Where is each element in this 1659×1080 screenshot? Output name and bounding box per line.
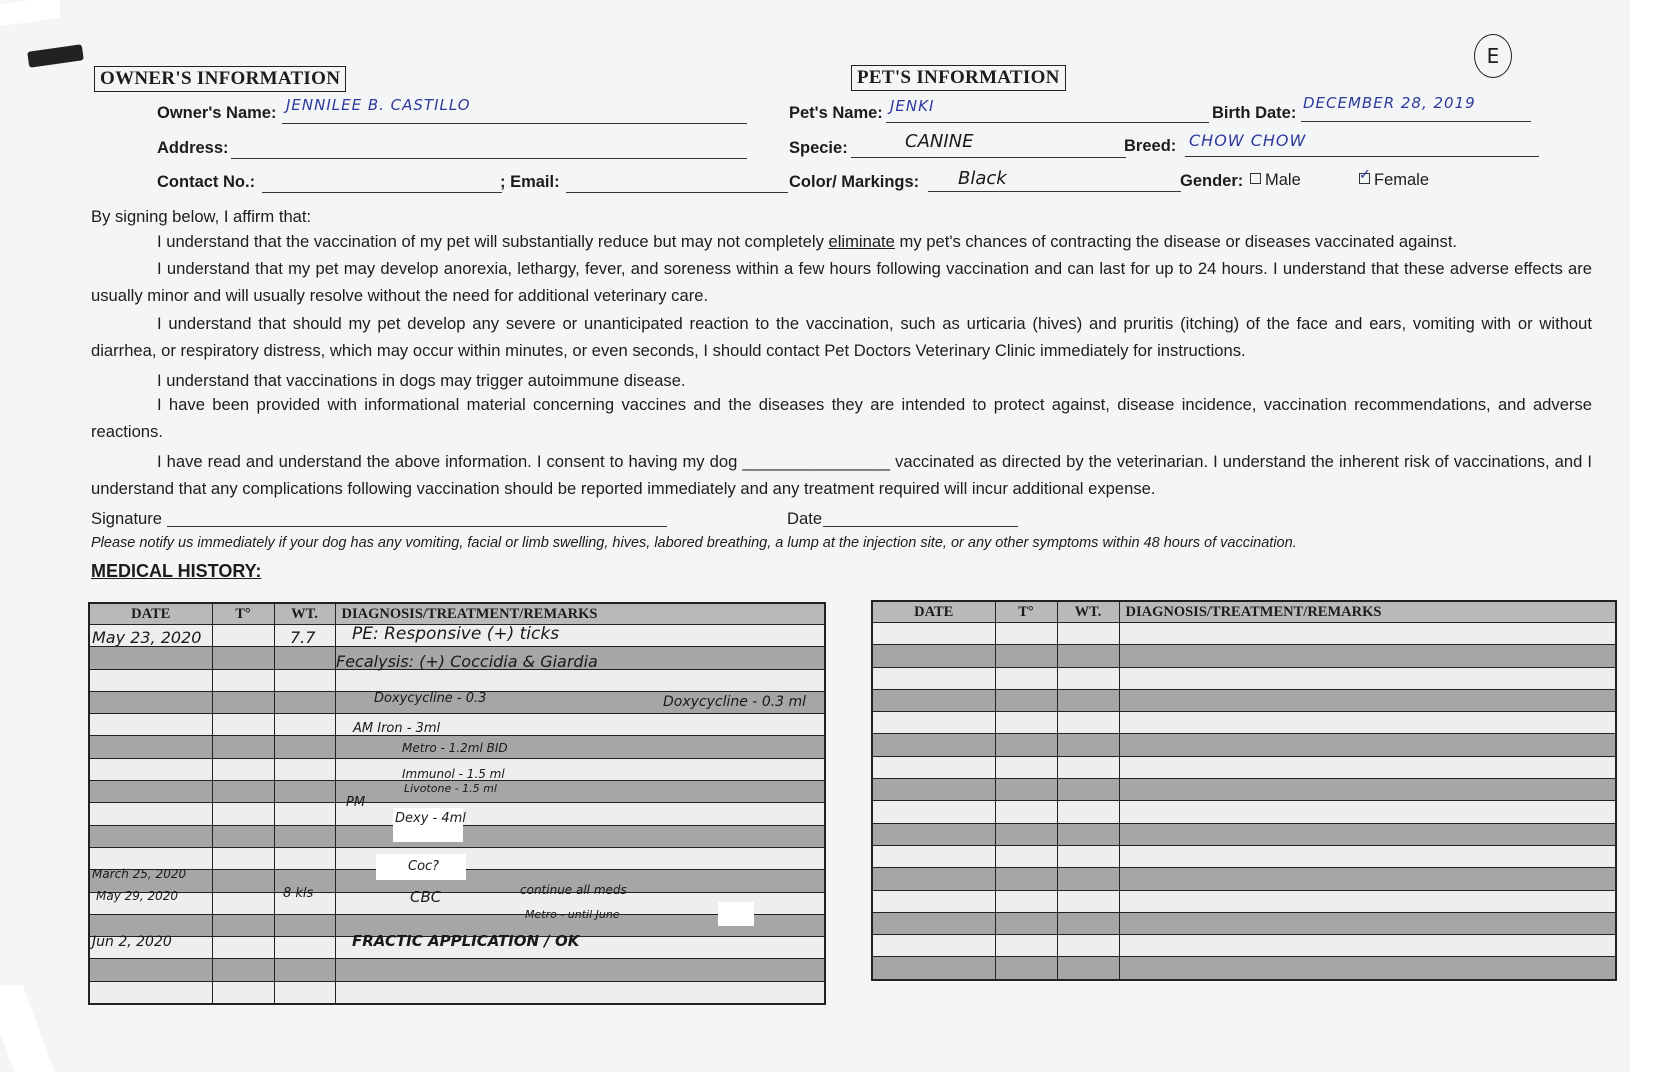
table-cell — [872, 756, 995, 778]
owner-name-value: JENNILEE B. CASTILLO — [286, 96, 471, 114]
table-cell — [212, 825, 274, 847]
entry-remark-5: Metro - 1.2ml BID — [402, 741, 508, 755]
table-cell — [872, 845, 995, 867]
table-row — [872, 734, 1616, 756]
col-weight: WT. — [1057, 601, 1119, 623]
owner-name-line — [282, 123, 747, 124]
date-label: Date — [787, 509, 823, 528]
signature-line — [167, 526, 667, 527]
table-cell — [995, 845, 1057, 867]
entry-date-4: Jun 2, 2020 — [92, 934, 172, 950]
entry-date-1: May 23, 2020 — [92, 628, 202, 647]
consent-p4: I understand that vaccinations in dogs may trigger autoimmune disease. — [157, 371, 686, 390]
entry-remark-14: FRACTIC APPLICATION / OK — [352, 932, 580, 950]
gender-female-option — [1359, 171, 1429, 190]
table-cell — [274, 647, 335, 669]
table-cell — [1119, 779, 1616, 801]
table-cell — [89, 758, 212, 780]
pet-name-line — [886, 122, 1209, 123]
table-cell — [274, 781, 335, 803]
gender-female-label: Female — [1374, 171, 1430, 189]
table-cell — [1057, 845, 1119, 867]
entry-remark-3: Doxycycline - 0.3 — [374, 691, 487, 706]
col-date: DATE — [89, 603, 212, 625]
signature-label: Signature — [91, 509, 163, 528]
table-cell — [872, 801, 995, 823]
table-row — [872, 623, 1616, 645]
birth-date-value: DECEMBER 28, 2019 — [1303, 94, 1476, 112]
table-cell — [872, 623, 995, 645]
specie-label: Specie: — [789, 139, 848, 157]
table-cell — [212, 736, 274, 758]
gender-male-label: Male — [1265, 171, 1301, 189]
table-cell — [335, 959, 825, 981]
table-cell — [89, 669, 212, 691]
table-cell — [995, 957, 1057, 980]
table-cell — [1119, 667, 1616, 689]
col-temp: T° — [212, 603, 274, 625]
table-row — [89, 959, 825, 981]
table-cell — [1119, 734, 1616, 756]
torn-edge-bottom — [0, 1072, 1659, 1080]
table-cell — [1057, 756, 1119, 778]
table-cell — [1119, 935, 1616, 957]
table-cell — [274, 736, 335, 758]
entry-remark-8: PM — [346, 795, 366, 810]
table-cell — [274, 914, 335, 936]
consent-p1-text: I understand that the vaccination of my pet will substantially reduce but may not completely — [157, 232, 829, 251]
table-cell — [89, 781, 212, 803]
table-row — [89, 981, 825, 1004]
entry-remark-12: continue all meds — [520, 883, 627, 897]
table-row — [872, 957, 1616, 980]
table-cell — [212, 981, 274, 1004]
consent-p1 — [157, 232, 1457, 252]
gender-male-option — [1250, 171, 1301, 190]
table-cell — [872, 779, 995, 801]
consent-intro: By signing below, I affirm that: — [91, 207, 312, 226]
birth-date-label: Birth Date: — [1212, 104, 1297, 122]
table-row — [872, 912, 1616, 934]
contact-label: Contact No.: — [157, 173, 256, 191]
col-remarks: DIAGNOSIS/TREATMENT/REMARKS — [335, 603, 825, 625]
pet-section-title: PET'S INFORMATION — [851, 65, 1066, 91]
notice-text: Please notify us immediately if your dog has any vomiting, facial or limb swelling, hives, labored breathing, a lump at the injection site, or any other symptoms within 48 hours of vaccination. — [91, 535, 1297, 551]
table-cell — [212, 847, 274, 869]
col-remarks: DIAGNOSIS/TREATMENT/REMARKS — [1119, 601, 1616, 623]
entry-remark-4: AM Iron - 3ml — [353, 721, 441, 736]
table-cell — [1119, 868, 1616, 890]
torn-edge-right — [1630, 0, 1659, 1080]
entry-weight-1: 7.7 — [290, 628, 316, 647]
table-cell — [872, 712, 995, 734]
specie-value: CANINE — [905, 131, 974, 152]
table-cell — [274, 758, 335, 780]
consent-p1-text-end: my pet's chances of contracting the disease or diseases vaccinated against. — [894, 232, 1458, 251]
table-cell — [212, 625, 274, 647]
address-label: Address: — [157, 139, 229, 157]
table-cell — [212, 781, 274, 803]
table-row — [872, 868, 1616, 890]
birth-date-line — [1301, 121, 1531, 122]
table-cell — [995, 868, 1057, 890]
table-cell — [89, 803, 212, 825]
gender-label: Gender: — [1180, 172, 1244, 190]
table-cell — [1057, 935, 1119, 957]
table-cell — [335, 669, 825, 691]
table-cell — [995, 667, 1057, 689]
table-cell — [995, 935, 1057, 957]
table-cell — [335, 981, 825, 1004]
table-cell — [1057, 712, 1119, 734]
medical-history-table-right — [871, 600, 1617, 981]
table-cell — [212, 937, 274, 959]
table-cell — [212, 959, 274, 981]
table-cell — [872, 667, 995, 689]
table-cell — [872, 912, 995, 934]
table-cell — [274, 847, 335, 869]
table-row — [89, 892, 825, 914]
breed-value: CHOW CHOW — [1189, 131, 1307, 150]
entry-remark-1: PE: Responsive (+) ticks — [352, 624, 560, 644]
table-cell — [212, 691, 274, 713]
entry-remark-9: Dexy - 4ml — [395, 811, 466, 826]
table-cell — [995, 779, 1057, 801]
table-cell — [89, 691, 212, 713]
table-cell — [995, 623, 1057, 645]
table-cell — [1119, 890, 1616, 912]
table-cell — [212, 803, 274, 825]
table-cell — [995, 890, 1057, 912]
checkbox-icon — [1250, 173, 1261, 184]
table-row — [872, 756, 1616, 778]
table-cell — [872, 957, 995, 980]
table-cell — [1057, 689, 1119, 711]
table-cell — [1057, 667, 1119, 689]
color-value: Black — [958, 168, 1007, 189]
table-cell — [995, 801, 1057, 823]
specie-line — [851, 157, 1126, 158]
table-cell — [995, 689, 1057, 711]
checked-checkbox-icon — [1359, 173, 1370, 184]
breed-label: Breed: — [1124, 137, 1177, 155]
medical-history-title: MEDICAL HISTORY: — [91, 561, 262, 581]
table-cell — [1119, 801, 1616, 823]
table-cell — [1119, 623, 1616, 645]
entry-weight-3: 8 kls — [283, 886, 314, 901]
table-cell — [1057, 890, 1119, 912]
entry-remark-7: Livotone - 1.5 ml — [404, 782, 497, 795]
table-cell — [212, 870, 274, 892]
table-cell — [1119, 957, 1616, 980]
table-row — [872, 935, 1616, 957]
table-cell — [274, 825, 335, 847]
table-cell — [1057, 823, 1119, 845]
table-cell — [212, 669, 274, 691]
table-row — [89, 714, 825, 736]
table-cell — [274, 959, 335, 981]
color-label: Color/ Markings: — [789, 173, 920, 191]
table-cell — [274, 669, 335, 691]
contact-line — [262, 192, 502, 193]
table-cell — [212, 914, 274, 936]
entry-date-2: March 25, 2020 — [92, 867, 187, 881]
table-cell — [89, 825, 212, 847]
table-cell — [872, 868, 995, 890]
table-cell — [995, 912, 1057, 934]
table-cell — [274, 981, 335, 1004]
table-cell — [89, 714, 212, 736]
entry-date-3: May 29, 2020 — [96, 889, 179, 903]
table-row — [872, 823, 1616, 845]
consent-p1-underlined: eliminate — [828, 232, 895, 251]
col-temp: T° — [995, 601, 1057, 623]
breed-line — [1185, 156, 1539, 157]
table-cell — [89, 981, 212, 1004]
dog-name-blank: ________________ — [742, 452, 891, 471]
color-line — [928, 191, 1181, 192]
table-cell — [1057, 912, 1119, 934]
corner-mark: E — [1474, 34, 1512, 78]
table-cell — [1119, 689, 1616, 711]
table-row — [872, 779, 1616, 801]
entry-remark-6: Immunol - 1.5 ml — [402, 767, 505, 781]
table-cell — [872, 935, 995, 957]
consent-p5: I have been provided with informational material concerning vaccines and the diseases they are intended to protect against, disease incidence, vaccination recommendations, and adverse reactions. — [91, 395, 1592, 441]
entry-remark-11: CBC — [410, 888, 442, 906]
table-cell — [1119, 823, 1616, 845]
consent-p6-text-end: vaccinated as directed by the veterinarian. I understand the inherent risk of vaccinations, and I understand that any complications following vaccination should be reported immediately and any treatment required will incur additional expense. — [91, 452, 1592, 498]
table-cell — [1057, 645, 1119, 667]
table-cell — [872, 689, 995, 711]
table-cell — [1119, 845, 1616, 867]
table-cell — [212, 714, 274, 736]
table-cell — [1119, 756, 1616, 778]
pet-name-label: Pet's Name: — [789, 104, 883, 122]
entry-remark-10: Coc? — [408, 859, 440, 874]
table-cell — [89, 959, 212, 981]
table-cell — [212, 892, 274, 914]
table-cell — [1119, 645, 1616, 667]
consent-p3: I understand that should my pet develop any severe or unanticipated reaction to the vaccination, such as urticaria (hives) and pruritis (itching) of the face and ears, vomiting with or without diarrhea, or respiratory distress, which may occur within minutes, or even seconds, I should contact Pet Doctors Veterinary Clinic immediately for instructions. — [91, 314, 1592, 360]
table-row — [89, 669, 825, 691]
table-cell — [872, 890, 995, 912]
entry-remark-3b: Doxycycline - 0.3 ml — [663, 694, 807, 710]
table-row — [872, 845, 1616, 867]
table-cell — [872, 823, 995, 845]
table-cell — [872, 645, 995, 667]
table-cell — [995, 734, 1057, 756]
table-row — [872, 667, 1616, 689]
email-label: ; Email: — [500, 173, 560, 191]
pet-name-value: JENKI — [890, 97, 935, 115]
table-cell — [995, 823, 1057, 845]
table-row — [872, 689, 1616, 711]
address-line — [231, 158, 747, 159]
table-cell — [1057, 868, 1119, 890]
table-cell — [1057, 623, 1119, 645]
table-cell — [212, 758, 274, 780]
owner-section-title: OWNER'S INFORMATION — [94, 66, 346, 92]
table-cell — [274, 691, 335, 713]
table-cell — [995, 756, 1057, 778]
table-cell — [89, 647, 212, 669]
table-cell — [274, 937, 335, 959]
owner-name-label: Owner's Name: — [157, 104, 277, 122]
email-line — [566, 192, 788, 193]
table-cell — [212, 647, 274, 669]
table-cell — [1057, 779, 1119, 801]
table-cell — [1057, 734, 1119, 756]
correction-patch — [718, 902, 754, 926]
table-row — [872, 712, 1616, 734]
table-row — [872, 890, 1616, 912]
col-date: DATE — [872, 601, 995, 623]
col-weight: WT. — [274, 603, 335, 625]
table-cell — [1057, 957, 1119, 980]
consent-p2: I understand that my pet may develop anorexia, lethargy, fever, and soreness within a few hours following vaccination and can last for up to 24 hours. I understand that these adverse effects are usually minor and will usually resolve without the need for additional veterinary care. — [91, 259, 1592, 305]
table-cell — [1057, 801, 1119, 823]
table-cell — [274, 803, 335, 825]
table-row — [872, 645, 1616, 667]
consent-p6-text: I have read and understand the above information. I consent to having my dog — [157, 452, 743, 471]
table-cell — [1119, 912, 1616, 934]
entry-remark-2: Fecalysis: (+) Coccidia & Giardia — [336, 652, 598, 671]
table-cell — [89, 736, 212, 758]
date-line — [823, 526, 1018, 527]
table-cell — [1119, 712, 1616, 734]
table-cell — [995, 712, 1057, 734]
table-cell — [872, 734, 995, 756]
table-row — [872, 801, 1616, 823]
consent-p6 — [91, 449, 1592, 502]
entry-remark-13: Metro - until June — [525, 908, 620, 921]
table-cell — [274, 714, 335, 736]
table-cell — [995, 645, 1057, 667]
